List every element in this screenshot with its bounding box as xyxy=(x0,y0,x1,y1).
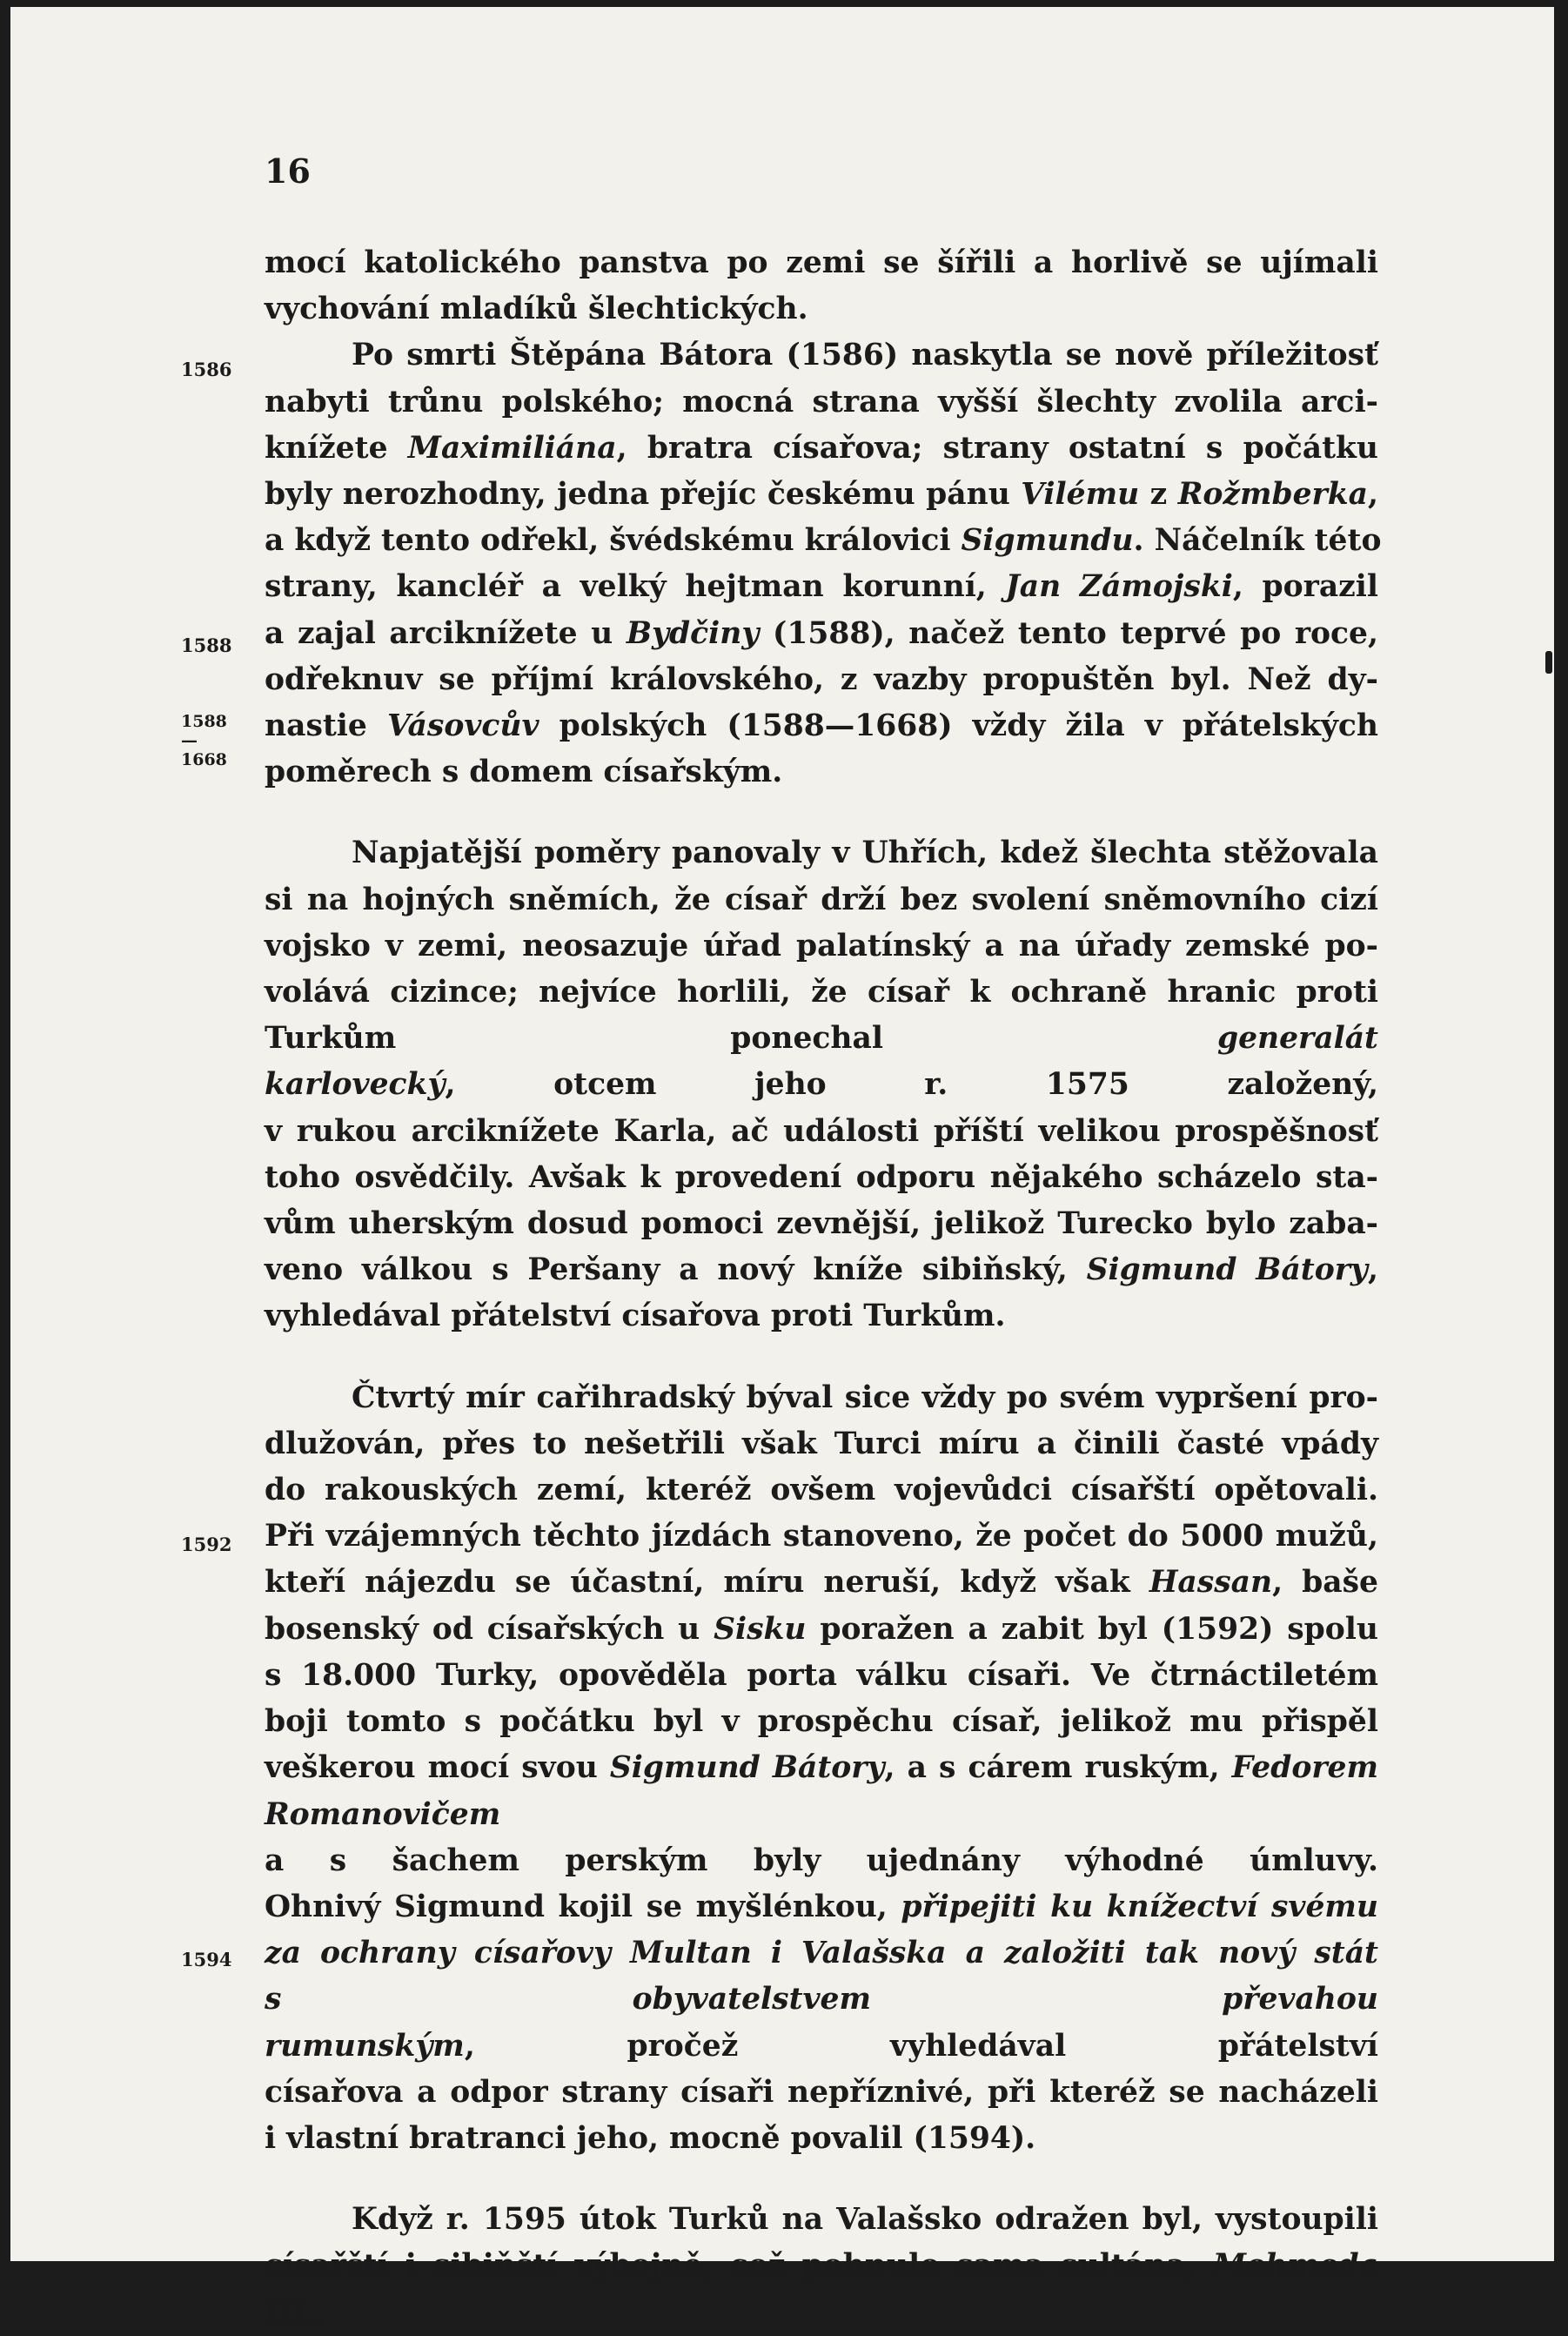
paragraph xyxy=(265,332,1382,795)
text-line: veškerou mocí svou Sigmund Bátory, a s cárem ruským, Fedorem xyxy=(265,1750,1378,1786)
page-number: 16 xyxy=(265,151,311,191)
text-line: a když tento odřekl, švédskému královici Sigmundu. Náčelník této xyxy=(265,523,1382,559)
text-line: Romanovičem a s šachem perským byly ujednány výhodné úmluvy. xyxy=(265,1796,1378,1878)
text-line: dlužován, přes to nešetřili však Turci míru a činili časté vpády xyxy=(265,1426,1378,1461)
text-line: v rukou arciknížete Karla, ač události příští velikou prospěšnosť xyxy=(265,1113,1378,1149)
text-line: Při vzájemných těchto jízdách stanoveno, že počet do 5000 mužů, xyxy=(265,1519,1378,1554)
text-line: vychování mladíků šlechtických. xyxy=(265,292,808,327)
margin-year-range-1588-1668: 1588—1668 xyxy=(181,712,227,769)
text-line: vojsko v zemi, neosazuje úřad palatínský a na úřady zemské po- xyxy=(265,928,1378,963)
text-line: veno válkou s Peršany a nový kníže sibiňský, Sigmund Bátory, xyxy=(265,1252,1378,1288)
text-line: s obyvatelstvem převahou rumunským, pročež vyhledával přátelství xyxy=(265,1982,1378,2064)
text-line: za ochrany císařovy Multan i Valašska a založiti tak nový stát xyxy=(265,1936,1378,1971)
text-line: Čtvrtý mír cařihradský býval sice vždy po svém vypršení pro- xyxy=(352,1379,1378,1415)
text-line: císařova a odpor strany císaři nepříznivé, při kteréž se nacházeli xyxy=(265,2074,1378,2110)
text-line: Ohnivý Sigmund kojil se myšlénkou, připejiti ku knížectví svému xyxy=(265,1889,1378,1924)
text-line: vům uherským dosud pomoci zevnější, jelikož Turecko bylo zaba- xyxy=(265,1206,1378,1242)
text-line: boji tomto s počátku byl v prospěchu císař, jelikož mu přispěl xyxy=(265,1704,1378,1740)
margin-year-1588: 1588 xyxy=(181,634,232,656)
text-line: i vlastní bratranci jeho, mocně povalil (1594). xyxy=(265,2120,1036,2156)
text-line: odřeknuv se příjmí královského, z vazby propuštěn byl. Než dy- xyxy=(265,661,1378,697)
text-line: a zajal arciknížete u Bydčiny (1588), načež tento teprvé po roce, xyxy=(265,615,1378,651)
text-line: volává cizince; nejvíce horlili, že císař k ochraně hranic proti xyxy=(265,975,1378,1010)
text-line: byly nerozhodny, jedna přejíc českému pánu Vilému z Rožmberka, xyxy=(265,477,1378,513)
text-line: knížete Maximiliána, bratra císařova; strany ostatní s počátku xyxy=(265,430,1378,466)
text-line: nabyti trůnu polského; mocná strana vyšší šlechty zvolila arci- xyxy=(265,384,1378,420)
text-line: císařští i sibiňští výbojně, což pohnulo sama sultána, Mehmeda III., xyxy=(265,2248,1378,2330)
body-text xyxy=(265,240,1382,2336)
margin-year-1594: 1594 xyxy=(181,1949,232,1970)
text-line: nastie Vásovcův polských (1588—1668) vždy žila v přátelských xyxy=(265,708,1378,744)
text-line: Napjatější poměry panovaly v Uhřích, kdež šlechta stěžovala xyxy=(352,836,1378,871)
paragraph xyxy=(265,830,1378,1339)
margin-year-1586: 1586 xyxy=(181,359,232,380)
text-line: si na hojných sněmích, že císař drží bez svolení sněmovního cizí xyxy=(265,882,1378,917)
margin-year-1592: 1592 xyxy=(181,1534,232,1555)
text-line: s 18.000 Turky, opověděla porta válku císaři. Ve čtrnáctiletém xyxy=(265,1657,1378,1693)
text-line: Po smrti Štěpána Bátora (1586) naskytla se nově příležitosť xyxy=(352,338,1378,373)
text-line: Když r. 1595 útok Turků na Valašsko odražen byl, vystoupili xyxy=(352,2202,1378,2238)
text-line: strany, kancléř a velký hejtman korunní, Jan Zámojski, porazil xyxy=(265,569,1378,605)
text-line: toho osvědčily. Avšak k provedení odporu nějakého scházelo sta- xyxy=(265,1159,1378,1195)
text-line: Turkům ponechal generalát karlovecký, otcem jeho r. 1575 založený, xyxy=(265,1021,1378,1103)
text-line: bosenský od císařských u Sisku poražen a zabit byl (1592) spolu xyxy=(265,1611,1378,1647)
book-page xyxy=(10,7,1554,2330)
scan-edge-mark xyxy=(1545,651,1552,674)
text-line: vyhledával přátelství císařova proti Turkům. xyxy=(265,1299,1006,1334)
text-line: mocí katolického panstva po zemi se šířili a horlivě se ujímali xyxy=(265,245,1378,280)
paragraph xyxy=(265,1375,1378,2162)
text-line: do rakouských zemí, kteréž ovšem vojevůdci císařští opětovali. xyxy=(265,1473,1378,1508)
text-line: poměrech s domem císařským. xyxy=(265,755,783,790)
paragraph xyxy=(265,240,1378,332)
text-line: kteří nájezdu se účastní, míru neruší, když však Hassan, baše xyxy=(265,1565,1378,1601)
